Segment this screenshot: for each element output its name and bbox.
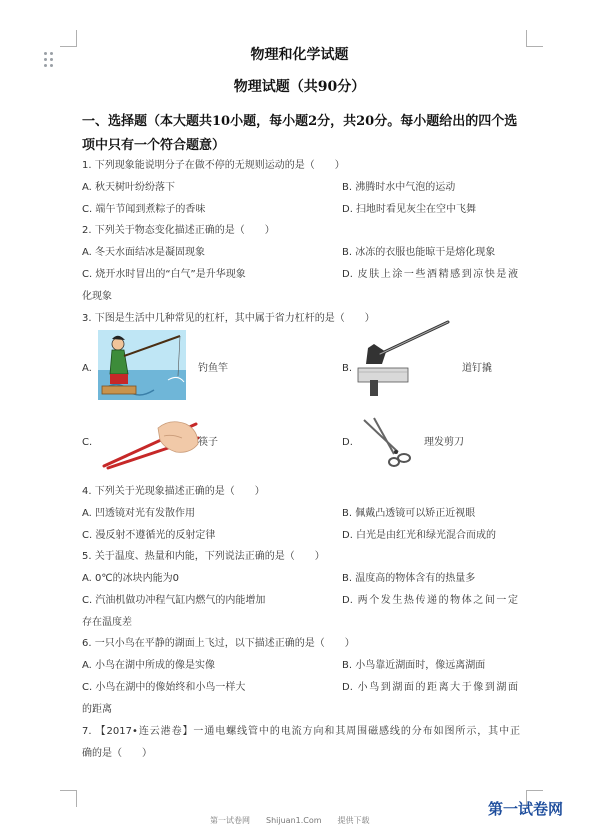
nail-puller-image xyxy=(352,318,452,398)
question-5-option-a: A. 0℃的冰块内能为0 xyxy=(82,573,179,584)
question-6-option-b: B. 小鸟靠近湖面时，像远离湖面 xyxy=(342,660,486,671)
question-4-stem: 4. 下列关于光现象描述正确的是（ ） xyxy=(82,486,265,497)
question-7-stem-cont: 确的是（ ） xyxy=(82,748,152,759)
question-1-option-b: B. 沸腾时水中气泡的运动 xyxy=(342,182,456,193)
question-2-option-d: D. 皮肤上涂一些酒精感到凉快是液 xyxy=(342,269,518,280)
sub-title: 物理试题（共90分） xyxy=(233,79,366,95)
question-6-option-d: D. 小鸟到湖面的距离大于像到湖面 xyxy=(342,682,518,693)
question-6-stem: 6. 一只小鸟在平静的湖面上飞过，以下描述正确的是（ ） xyxy=(82,638,355,649)
question-5-option-c: C. 汽油机做功冲程气缸内燃气的内能增加 xyxy=(82,595,266,606)
question-1-option-a: A. 秋天树叶纷纷落下 xyxy=(82,182,176,193)
question-2-option-b: B. 冰冻的衣服也能晾干是熔化现象 xyxy=(342,247,496,258)
question-4-option-c: C. 漫反射不遵循光的反射定律 xyxy=(82,530,216,541)
question-1-option-c: C. 端午节闻到煮粽子的香味 xyxy=(82,204,206,215)
question-2-option-d-cont: 化现象 xyxy=(82,291,112,302)
section-heading: 一、选择题（本大题共10小题，每小题2分，共20分。每小题给出的四个选 xyxy=(82,114,518,129)
question-5-option-b: B. 温度高的物体含有的热量多 xyxy=(342,573,476,584)
question-6-option-a: A. 小鸟在湖中所成的像是实像 xyxy=(82,660,216,671)
brand-watermark: 第一试卷网 xyxy=(488,800,564,818)
main-title: 物理和化学试题 xyxy=(250,47,349,63)
question-5-option-d: D. 两个发生热传递的物体之间一定 xyxy=(342,595,518,606)
question-3-stem: 3. 下图是生活中几种常见的杠杆，其中属于省力杠杆的是（ ） xyxy=(82,313,375,324)
question-7-stem: 7. 【2017•连云港卷】一通电螺线管中的电流方向和其周围磁感线的分布如图所示，其中正 xyxy=(82,726,520,737)
question-2-stem: 2. 下列关于物态变化描述正确的是（ ） xyxy=(82,225,275,236)
question-4-option-d: D. 白光是由红光和绿光混合而成的 xyxy=(342,530,497,541)
question-2-option-c: C. 烧开水时冒出的“白气”是升华现象 xyxy=(82,269,246,280)
question-6-option-c: C. 小鸟在湖中的像始终和小鸟一样大 xyxy=(82,682,246,693)
question-3-option-a-label: 钓鱼竿 xyxy=(198,363,228,374)
scissors-image xyxy=(360,416,418,468)
question-1-stem: 1. 下列现象能说明分子在做不停的无规则运动的是（ ） xyxy=(82,160,345,171)
question-4-option-b: B. 佩戴凸透镜可以矫正近视眼 xyxy=(342,508,476,519)
question-6-option-d-cont: 的距离 xyxy=(82,704,112,715)
question-1-option-d: D. 扫地时看见灰尘在空中飞舞 xyxy=(342,204,477,215)
question-3-option-d-label: 理发剪刀 xyxy=(424,437,464,448)
crop-mark-bottom-left xyxy=(60,790,77,807)
question-3-option-a: A. xyxy=(82,363,92,374)
question-3-option-b-label: 道钉撬 xyxy=(462,363,492,374)
question-4-option-a: A. 凹透镜对光有发散作用 xyxy=(82,508,196,519)
question-3-option-c-label: 筷子 xyxy=(198,437,218,448)
question-3-option-c: C. xyxy=(82,437,93,448)
question-5-stem: 5. 关于温度、热量和内能，下列说法正确的是（ ） xyxy=(82,551,325,562)
footer-text: 第一试卷网 Shijuan1.Com 提供下载 xyxy=(210,816,370,825)
question-2-option-a: A. 冬天水面结冰是凝固现象 xyxy=(82,247,206,258)
chopsticks-image xyxy=(98,414,202,470)
question-5-option-d-cont: 存在温度差 xyxy=(82,617,132,628)
section-heading-cont: 项中只有一个符合题意） xyxy=(82,138,226,153)
fishing-rod-image xyxy=(98,330,186,400)
question-3-option-b: B. xyxy=(342,363,353,374)
question-3-option-d: D. xyxy=(342,437,353,448)
